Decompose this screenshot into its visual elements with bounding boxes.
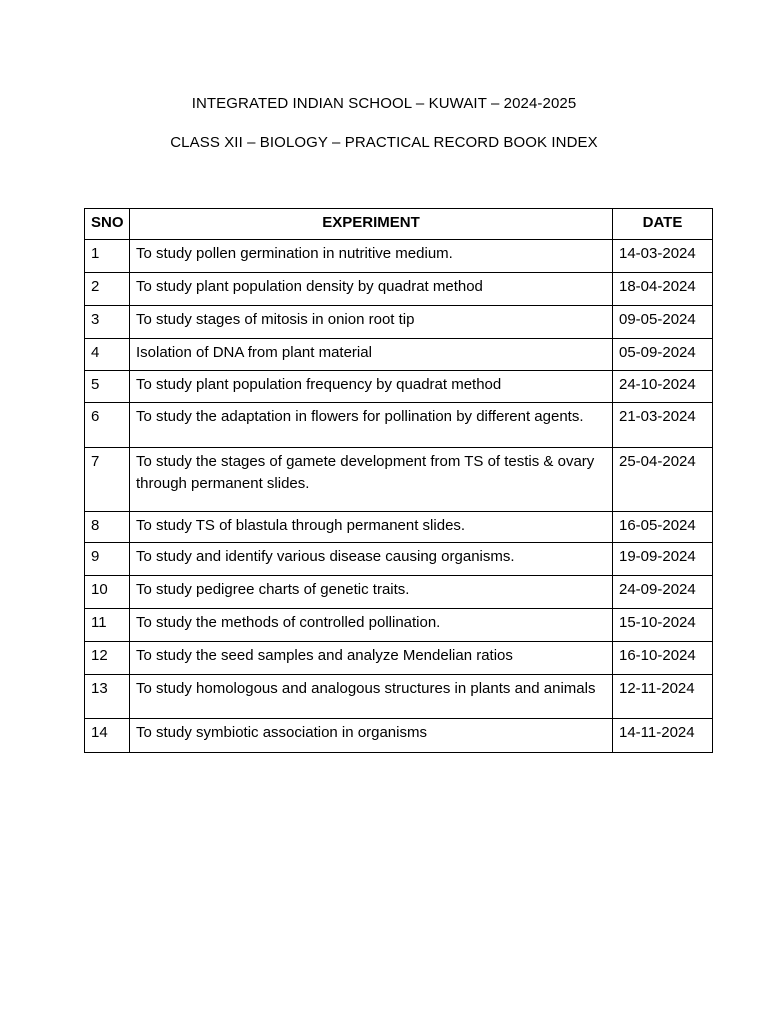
date-cell: 24-09-2024 bbox=[613, 576, 713, 609]
table-row bbox=[85, 719, 713, 753]
sno-cell: 11 bbox=[85, 609, 130, 642]
table-row bbox=[85, 273, 713, 306]
table-row bbox=[85, 448, 713, 512]
table-header-row bbox=[85, 209, 713, 240]
table-row bbox=[85, 512, 713, 543]
table-row bbox=[85, 543, 713, 576]
experiment-cell: To study pollen germination in nutritive medium. bbox=[130, 240, 613, 273]
date-cell: 16-10-2024 bbox=[613, 642, 713, 675]
sno-cell: 6 bbox=[85, 403, 130, 448]
sno-cell: 13 bbox=[85, 675, 130, 719]
experiment-cell: To study the stages of gamete development from TS of testis & ovary through permanent slides. bbox=[130, 448, 613, 512]
experiment-cell: To study TS of blastula through permanent slides. bbox=[130, 512, 613, 543]
date-cell: 14-11-2024 bbox=[613, 719, 713, 753]
date-cell: 25-04-2024 bbox=[613, 448, 713, 512]
column-header-experiment: EXPERIMENT bbox=[130, 209, 613, 240]
table-row bbox=[85, 642, 713, 675]
date-cell: 05-09-2024 bbox=[613, 339, 713, 371]
table-row bbox=[85, 371, 713, 403]
table-row bbox=[85, 609, 713, 642]
experiment-cell: To study symbiotic association in organisms bbox=[130, 719, 613, 753]
sno-cell: 10 bbox=[85, 576, 130, 609]
table-row bbox=[85, 339, 713, 371]
sno-cell: 9 bbox=[85, 543, 130, 576]
table-row bbox=[85, 675, 713, 719]
experiment-cell: To study plant population frequency by quadrat method bbox=[130, 371, 613, 403]
date-cell: 14-03-2024 bbox=[613, 240, 713, 273]
experiment-cell: To study and identify various disease causing organisms. bbox=[130, 543, 613, 576]
sno-cell: 12 bbox=[85, 642, 130, 675]
experiment-cell: To study stages of mitosis in onion root tip bbox=[130, 306, 613, 339]
date-cell: 24-10-2024 bbox=[613, 371, 713, 403]
date-cell: 16-05-2024 bbox=[613, 512, 713, 543]
sno-cell: 7 bbox=[85, 448, 130, 512]
date-cell: 15-10-2024 bbox=[613, 609, 713, 642]
date-cell: 12-11-2024 bbox=[613, 675, 713, 719]
school-title: INTEGRATED INDIAN SCHOOL – KUWAIT – 2024-2025 bbox=[191, 95, 577, 112]
experiment-cell: Isolation of DNA from plant material bbox=[130, 339, 613, 371]
experiment-cell: To study the seed samples and analyze Mendelian ratios bbox=[130, 642, 613, 675]
date-cell: 21-03-2024 bbox=[613, 403, 713, 448]
sno-cell: 14 bbox=[85, 719, 130, 753]
table-row bbox=[85, 306, 713, 339]
table-row bbox=[85, 576, 713, 609]
record-book-title: CLASS XII – BIOLOGY – PRACTICAL RECORD BOOK INDEX bbox=[170, 134, 598, 151]
experiment-cell: To study the adaptation in flowers for pollination by different agents. bbox=[130, 403, 613, 448]
experiment-cell: To study plant population density by quadrat method bbox=[130, 273, 613, 306]
date-cell: 19-09-2024 bbox=[613, 543, 713, 576]
column-header-sno: SNO bbox=[85, 209, 130, 240]
sno-cell: 4 bbox=[85, 339, 130, 371]
sno-cell: 2 bbox=[85, 273, 130, 306]
practical-index-table bbox=[84, 208, 713, 753]
experiment-cell: To study homologous and analogous structures in plants and animals bbox=[130, 675, 613, 719]
sno-cell: 1 bbox=[85, 240, 130, 273]
column-header-date: DATE bbox=[613, 209, 713, 240]
sno-cell: 3 bbox=[85, 306, 130, 339]
table-row bbox=[85, 240, 713, 273]
sno-cell: 5 bbox=[85, 371, 130, 403]
sno-cell: 8 bbox=[85, 512, 130, 543]
date-cell: 18-04-2024 bbox=[613, 273, 713, 306]
table-row bbox=[85, 403, 713, 448]
experiment-cell: To study the methods of controlled pollination. bbox=[130, 609, 613, 642]
date-cell: 09-05-2024 bbox=[613, 306, 713, 339]
experiment-cell: To study pedigree charts of genetic traits. bbox=[130, 576, 613, 609]
